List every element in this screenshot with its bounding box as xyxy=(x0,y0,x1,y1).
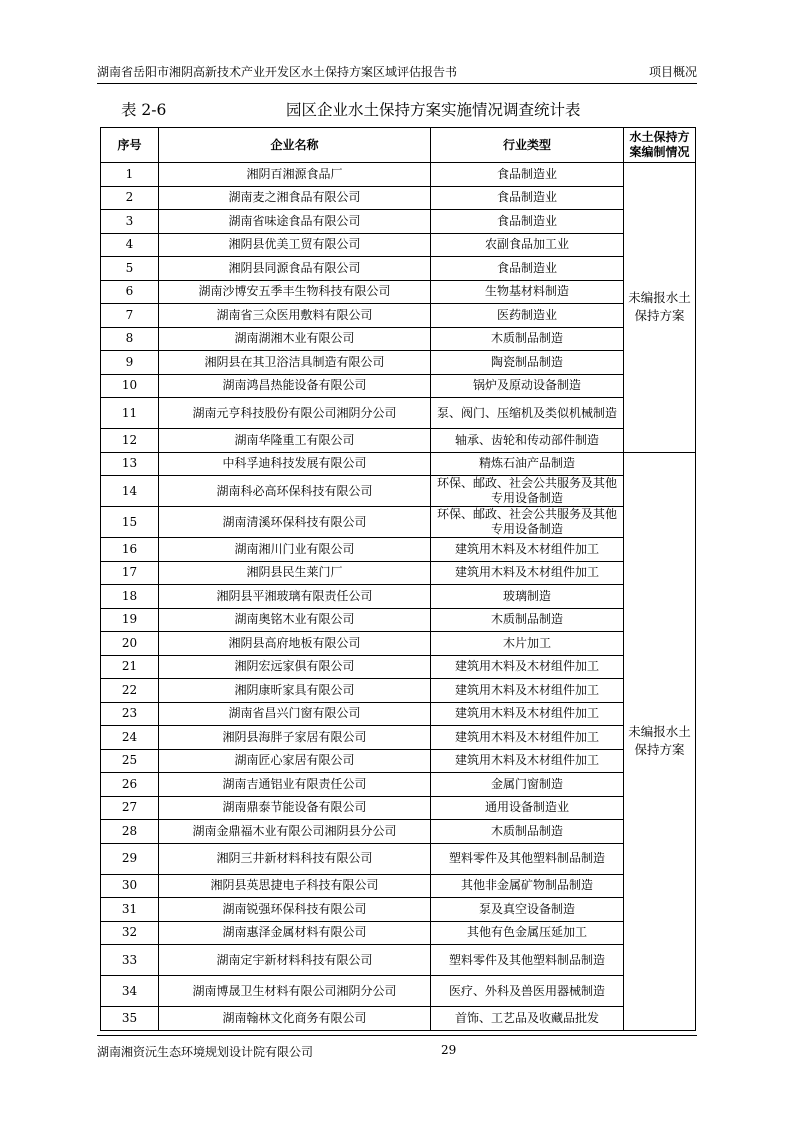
row-number: 33 xyxy=(101,945,159,976)
row-number: 25 xyxy=(101,749,159,773)
row-number: 12 xyxy=(101,429,159,453)
header-company: 企业名称 xyxy=(159,128,431,163)
company-name: 湖南锐强环保科技有限公司 xyxy=(159,898,431,922)
table-caption xyxy=(121,96,697,122)
company-name: 湖南惠泽金属材料有限公司 xyxy=(159,921,431,945)
industry-type: 轴承、齿轮和传动部件制造 xyxy=(431,429,624,453)
table-row xyxy=(101,257,696,281)
industry-type: 精炼石油产品制造 xyxy=(431,452,624,476)
table-row xyxy=(101,210,696,234)
company-name: 湘阴县海胖子家居有限公司 xyxy=(159,726,431,750)
table-row xyxy=(101,679,696,703)
table-header-row xyxy=(101,128,696,163)
row-number: 17 xyxy=(101,561,159,585)
table-row xyxy=(101,843,696,874)
industry-type: 建筑用木料及木材组件加工 xyxy=(431,561,624,585)
company-name: 湖南金鼎福木业有限公司湘阴县分公司 xyxy=(159,820,431,844)
row-number: 19 xyxy=(101,608,159,632)
industry-type: 医疗、外科及兽医用器械制造 xyxy=(431,976,624,1007)
table-row xyxy=(101,538,696,562)
industry-type: 塑料零件及其他塑料制品制造 xyxy=(431,945,624,976)
industry-type: 通用设备制造业 xyxy=(431,796,624,820)
row-number: 31 xyxy=(101,898,159,922)
company-name: 湘阴县高府地板有限公司 xyxy=(159,632,431,656)
company-name: 湖南定宇新材料科技有限公司 xyxy=(159,945,431,976)
table-row xyxy=(101,163,696,187)
industry-type: 建筑用木料及木材组件加工 xyxy=(431,679,624,703)
industry-type: 食品制造业 xyxy=(431,257,624,281)
row-number: 11 xyxy=(101,398,159,429)
company-name: 湖南鼎泰节能设备有限公司 xyxy=(159,796,431,820)
industry-type: 食品制造业 xyxy=(431,163,624,187)
table-row xyxy=(101,874,696,898)
row-number: 23 xyxy=(101,702,159,726)
row-number: 13 xyxy=(101,452,159,476)
company-name: 湘阴宏远家俱有限公司 xyxy=(159,655,431,679)
row-number: 34 xyxy=(101,976,159,1007)
company-name: 湘阴三井新材料科技有限公司 xyxy=(159,843,431,874)
company-name: 湘阴县英思捷电子科技有限公司 xyxy=(159,874,431,898)
industry-type: 木质制品制造 xyxy=(431,327,624,351)
header-no: 序号 xyxy=(101,128,159,163)
industry-type: 医药制造业 xyxy=(431,304,624,328)
row-number: 26 xyxy=(101,773,159,797)
company-name: 湖南省昌兴门窗有限公司 xyxy=(159,702,431,726)
company-name: 湖南匠心家居有限公司 xyxy=(159,749,431,773)
row-number: 6 xyxy=(101,280,159,304)
industry-type: 泵及真空设备制造 xyxy=(431,898,624,922)
survey-table xyxy=(100,127,696,1031)
company-name: 湖南湖湘木业有限公司 xyxy=(159,327,431,351)
row-number: 15 xyxy=(101,507,159,538)
footer-company: 湖南湘资沅生态环境规划设计院有限公司 xyxy=(97,1045,314,1059)
table-row xyxy=(101,655,696,679)
company-name: 湖南湘川门业有限公司 xyxy=(159,538,431,562)
industry-type: 玻璃制造 xyxy=(431,585,624,609)
header-status: 水土保持方案编制情况 xyxy=(624,128,696,163)
row-number: 28 xyxy=(101,820,159,844)
table-row xyxy=(101,632,696,656)
company-name: 湖南翰林文化商务有限公司 xyxy=(159,1007,431,1031)
table-row xyxy=(101,429,696,453)
company-name: 湖南沙博安五季丰生物科技有限公司 xyxy=(159,280,431,304)
table-number: 表 2-6 xyxy=(121,101,167,119)
industry-type: 生物基材料制造 xyxy=(431,280,624,304)
industry-type: 农副食品加工业 xyxy=(431,233,624,257)
page-footer xyxy=(97,1035,697,1058)
company-name: 湘阴百湘源食品厂 xyxy=(159,163,431,187)
row-number: 8 xyxy=(101,327,159,351)
industry-type: 食品制造业 xyxy=(431,210,624,234)
table-row xyxy=(101,452,696,476)
table-row xyxy=(101,726,696,750)
company-name: 湖南省三众医用敷料有限公司 xyxy=(159,304,431,328)
table-body xyxy=(101,163,696,1031)
row-number: 18 xyxy=(101,585,159,609)
row-number: 20 xyxy=(101,632,159,656)
table-row xyxy=(101,561,696,585)
company-name: 湘阴县平湘玻璃有限责任公司 xyxy=(159,585,431,609)
header-industry: 行业类型 xyxy=(431,128,624,163)
row-number: 14 xyxy=(101,476,159,507)
company-name: 湖南元亨科技股份有限公司湘阴分公司 xyxy=(159,398,431,429)
table-row xyxy=(101,773,696,797)
industry-type: 首饰、工艺品及收藏品批发 xyxy=(431,1007,624,1031)
industry-type: 木片加工 xyxy=(431,632,624,656)
industry-type: 金属门窗制造 xyxy=(431,773,624,797)
industry-type: 木质制品制造 xyxy=(431,820,624,844)
row-number: 4 xyxy=(101,233,159,257)
table-row xyxy=(101,945,696,976)
company-name: 湖南鸿昌热能设备有限公司 xyxy=(159,374,431,398)
industry-type: 建筑用木料及木材组件加工 xyxy=(431,538,624,562)
table-row xyxy=(101,921,696,945)
company-name: 中科孚迪科技发展有限公司 xyxy=(159,452,431,476)
table-row xyxy=(101,280,696,304)
industry-type: 泵、阀门、压缩机及类似机械制造 xyxy=(431,398,624,429)
company-name: 湖南科必高环保科技有限公司 xyxy=(159,476,431,507)
industry-type: 锅炉及原动设备制造 xyxy=(431,374,624,398)
industry-type: 木质制品制造 xyxy=(431,608,624,632)
company-name: 湖南清溪环保科技有限公司 xyxy=(159,507,431,538)
table-row xyxy=(101,398,696,429)
industry-type: 陶瓷制品制造 xyxy=(431,351,624,375)
row-number: 7 xyxy=(101,304,159,328)
industry-type: 其他非金属矿物制品制造 xyxy=(431,874,624,898)
row-number: 30 xyxy=(101,874,159,898)
company-name: 湖南博晟卫生材料有限公司湘阴分公司 xyxy=(159,976,431,1007)
row-number: 32 xyxy=(101,921,159,945)
row-number: 29 xyxy=(101,843,159,874)
row-number: 24 xyxy=(101,726,159,750)
table-row xyxy=(101,820,696,844)
industry-type: 塑料零件及其他塑料制品制造 xyxy=(431,843,624,874)
table-row xyxy=(101,749,696,773)
table-row xyxy=(101,702,696,726)
industry-type: 食品制造业 xyxy=(431,186,624,210)
row-number: 10 xyxy=(101,374,159,398)
company-name: 湖南省味途食品有限公司 xyxy=(159,210,431,234)
page-number: 29 xyxy=(441,1043,457,1057)
report-title: 湖南省岳阳市湘阴高新技术产业开发区水土保持方案区域评估报告书 xyxy=(97,65,458,79)
company-name: 湘阴县优美工贸有限公司 xyxy=(159,233,431,257)
row-number: 5 xyxy=(101,257,159,281)
table-row xyxy=(101,585,696,609)
industry-type: 建筑用木料及木材组件加工 xyxy=(431,702,624,726)
industry-type: 建筑用木料及木材组件加工 xyxy=(431,726,624,750)
company-name: 湘阴康昕家具有限公司 xyxy=(159,679,431,703)
company-name: 湘阴县民生莱门厂 xyxy=(159,561,431,585)
row-number: 2 xyxy=(101,186,159,210)
section-name: 项目概况 xyxy=(648,65,697,79)
page-header xyxy=(97,58,697,84)
plan-status: 未编报水土保持方案 xyxy=(624,163,696,453)
row-number: 35 xyxy=(101,1007,159,1031)
row-number: 3 xyxy=(101,210,159,234)
row-number: 16 xyxy=(101,538,159,562)
company-name: 湖南吉通铝业有限责任公司 xyxy=(159,773,431,797)
table-row xyxy=(101,304,696,328)
table-row xyxy=(101,1007,696,1031)
table-row xyxy=(101,898,696,922)
company-name: 湖南华隆重工有限公司 xyxy=(159,429,431,453)
table-name: 园区企业水土保持方案实施情况调查统计表 xyxy=(286,101,581,119)
industry-type: 环保、邮政、社会公共服务及其他专用设备制造 xyxy=(431,476,624,507)
company-name: 湘阴县在其卫浴洁具制造有限公司 xyxy=(159,351,431,375)
row-number: 1 xyxy=(101,163,159,187)
industry-type: 环保、邮政、社会公共服务及其他专用设备制造 xyxy=(431,507,624,538)
industry-type: 建筑用木料及木材组件加工 xyxy=(431,749,624,773)
company-name: 湘阴县同源食品有限公司 xyxy=(159,257,431,281)
industry-type: 建筑用木料及木材组件加工 xyxy=(431,655,624,679)
table-row xyxy=(101,233,696,257)
table-row xyxy=(101,796,696,820)
table-row xyxy=(101,507,696,538)
industry-type: 其他有色金属压延加工 xyxy=(431,921,624,945)
table-row xyxy=(101,476,696,507)
row-number: 27 xyxy=(101,796,159,820)
row-number: 21 xyxy=(101,655,159,679)
company-name: 湖南麦之湘食品有限公司 xyxy=(159,186,431,210)
table-row xyxy=(101,351,696,375)
table-row xyxy=(101,608,696,632)
plan-status: 未编报水土保持方案 xyxy=(624,452,696,1030)
row-number: 9 xyxy=(101,351,159,375)
table-row xyxy=(101,976,696,1007)
table-row xyxy=(101,327,696,351)
company-name: 湖南奥铭木业有限公司 xyxy=(159,608,431,632)
table-row xyxy=(101,374,696,398)
row-number: 22 xyxy=(101,679,159,703)
table-row xyxy=(101,186,696,210)
